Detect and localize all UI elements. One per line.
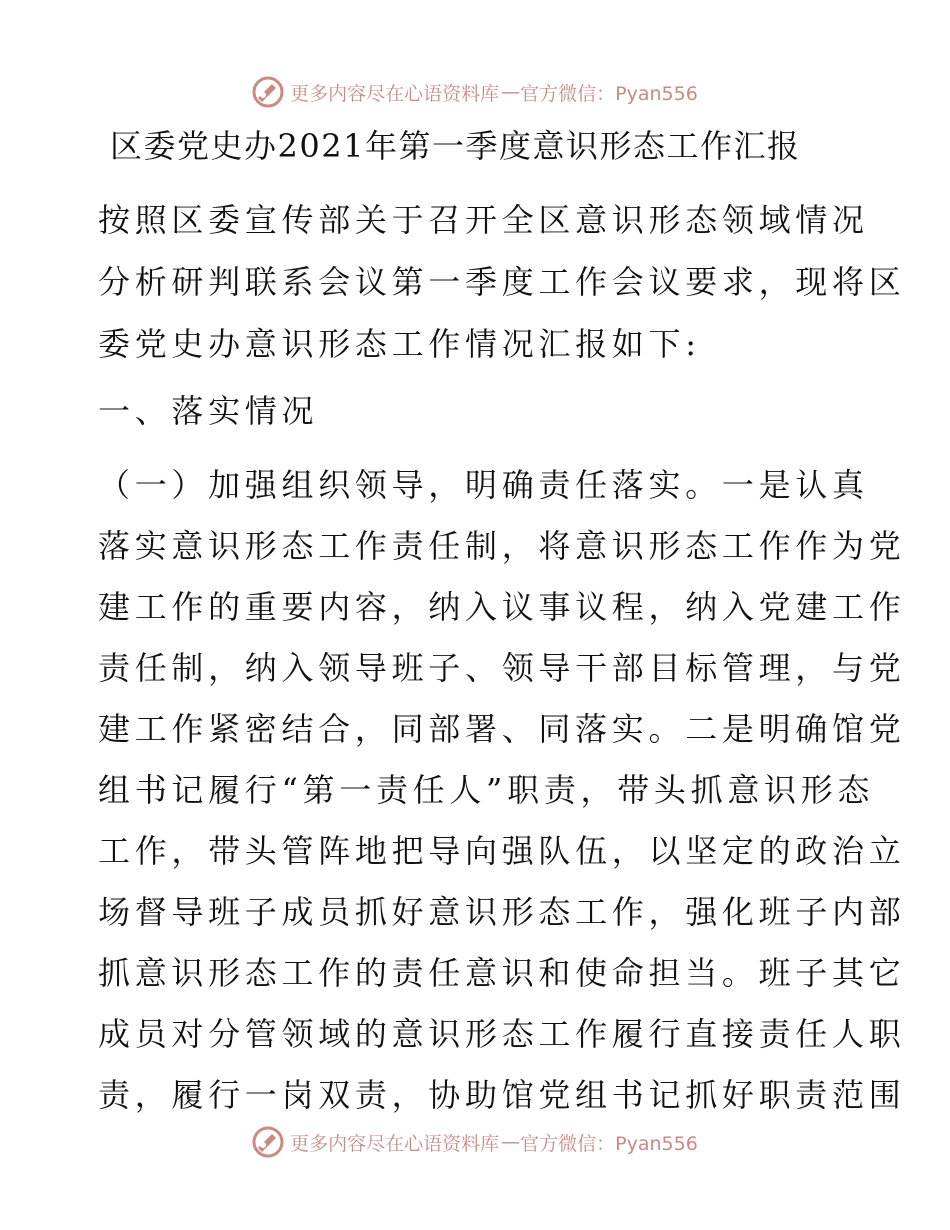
body-line: 落实意识形态工作责任制，将意识形态工作作为党 (98, 527, 906, 565)
watermark-separator: — (501, 81, 519, 103)
watermark-text: 更多内容尽在心语资料库 (290, 82, 500, 105)
document-title: 区委党史办2021年第一季度意识形态工作汇报 (110, 127, 801, 165)
body-line: 分析研判联系会议第一季度工作会议要求，现将区 (98, 263, 906, 301)
body-line: 成员对分管领域的意识形态工作履行直接责任人职 (98, 1015, 906, 1053)
brand-logo-icon (252, 1126, 284, 1158)
watermark-text: 更多内容尽在心语资料库 (290, 1132, 500, 1155)
header-watermark (0, 72, 950, 112)
body-line: 建工作的重要内容，纳入议事议程，纳入党建工作 (98, 588, 906, 626)
body-line: 责任制，纳入领导班子、领导干部目标管理，与党 (98, 649, 906, 687)
watermark-contact: 官方微信：Pyan556 (520, 1132, 698, 1155)
subsection-heading-line: （一）加强组织领导，明确责任落实。一是认真 (98, 466, 869, 504)
brand-logo-icon (252, 76, 284, 108)
body-line: 建工作紧密结合，同部署、同落实。二是明确馆党 (98, 710, 906, 748)
watermark-separator: — (501, 1131, 519, 1153)
body-line: 责，履行一岗双责，协助馆党组书记抓好职责范围 (98, 1076, 906, 1114)
body-line: 抓意识形态工作的责任意识和使命担当。班子其它 (98, 954, 906, 992)
watermark-contact: 官方微信：Pyan556 (520, 82, 698, 105)
body-line: 场督导班子成员抓好意识形态工作，强化班子内部 (98, 893, 906, 931)
body-line: 委党史办意识形态工作情况汇报如下: (98, 325, 701, 363)
footer-watermark (0, 1122, 950, 1162)
section-heading: 一、落实情况 (98, 392, 319, 430)
body-line: 工作，带头管阵地把导向强队伍，以坚定的政治立 (98, 832, 906, 870)
body-line: 组书记履行“第一责任人”职责，带头抓意识形态 (98, 771, 875, 809)
body-line: 按照区委宣传部关于召开全区意识形态领域情况 (98, 201, 869, 239)
